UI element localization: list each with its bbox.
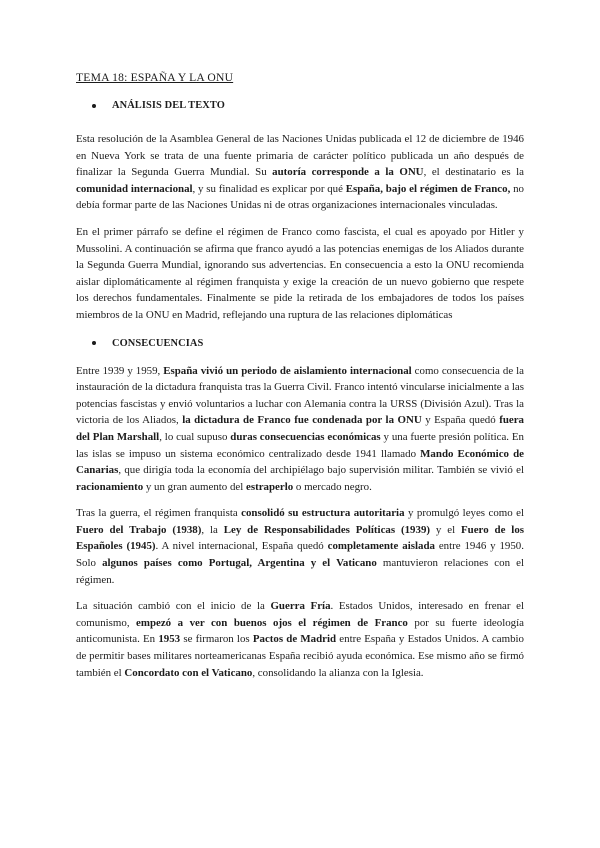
bold-run: 1953 <box>158 633 181 646</box>
bold-run: Ley de Responsabilidades Políticas (1939) <box>223 523 431 536</box>
bold-run: España, bajo el régimen de Franco, <box>345 182 511 195</box>
text-run: y promulgó leyes como el <box>404 507 524 520</box>
bullet-icon <box>92 104 96 108</box>
bold-run: algunos países como Portugal, Argentina y el Vaticano <box>102 557 377 570</box>
text-run: Entre 1939 y 1959, <box>76 364 164 377</box>
text-run: , y su finalidad es explicar por qué <box>192 182 346 195</box>
paragraph-cold-war <box>76 598 524 681</box>
bold-run: la dictadura de Franco fue condenada por la ONU <box>182 414 422 427</box>
text-run: no debía formar parte de las Naciones Unidas ni de otras organizaciones internacionales vinculadas. <box>76 182 524 212</box>
text-run: , lo cual supuso <box>159 430 231 443</box>
text-run: , consolidando la alianza con la Iglesia. <box>252 666 424 679</box>
bold-run: empezó a ver con buenos ojos el régimen de Franco <box>136 616 408 629</box>
text-run: y un gran aumento del <box>143 480 246 493</box>
bold-run: Pactos de Madrid <box>252 633 337 646</box>
text-run: entre España y Estados Unidos. A cambio de permitir bases militares norteamericanas España recibió ayuda económica. Ese mismo año se firmó también el <box>76 633 524 679</box>
bold-run: Mando Económico de Canarias <box>76 447 524 477</box>
bold-run: fuera del Plan Marshall <box>76 414 524 443</box>
section-heading-analysis <box>92 98 524 113</box>
bullet-icon <box>92 341 96 345</box>
text-run: Esta resolución de la Asamblea General de las Naciones Unidas publicada el 12 de diciembre de 1946 en Nueva York se trata de una fuente primaria de carácter político publicada un año después de finalizar la Segunda Guerra Mundial. Su <box>76 133 524 179</box>
text-run: , que dirigía toda la economía del archipiélago bajo supervisión militar. También se vivió el <box>118 464 524 477</box>
bold-run: duras consecuencias económicas <box>230 430 381 443</box>
bold-run: completamente aislada <box>327 540 435 553</box>
text-run: por su fuerte ideología anticomunista. En <box>76 616 524 646</box>
paragraph-intro <box>76 131 524 214</box>
text-run: se firmaron los <box>180 633 253 646</box>
paragraph-isolation <box>76 363 524 496</box>
text-run: como consecuencia de la instauración de la dictadura franquista tras la Guerra Civil. Franco intentó vincularse inicialmente a las potencias fascistas y envió voluntarios a luchar con Alemania contra la URSS (División Azul). Tras la victoria de los Aliados, <box>76 364 524 427</box>
text-run: , el destinatario es la <box>423 166 524 179</box>
bold-run: estraperlo <box>246 480 294 493</box>
section-heading-label: CONSECUENCIAS <box>112 337 204 349</box>
bold-run: Guerra Fría <box>270 600 331 613</box>
bold-run: racionamiento <box>76 480 144 493</box>
page-title: TEMA 18: ESPAÑA Y LA ONU <box>76 71 234 84</box>
text-run: entre 1946 y 1950. Solo <box>76 540 524 570</box>
section-heading-consequences <box>92 336 524 351</box>
section-heading-label: ANÁLISIS DEL TEXTO <box>112 100 225 111</box>
text-run: , la <box>201 523 224 536</box>
bold-run: autoría corresponde a la ONU <box>272 166 424 179</box>
text-run: mantuvieron relaciones con el régimen. <box>76 557 524 586</box>
paragraph-analysis: En el primer párrafo se define el régimen de Franco como fascista, el cual es apoyado por Hitler y Mussolini. A continuación se afirma que franco ayudó a las potencias enemigas de los Aliados durante la Segunda Guerra Mundial, ignorando sus advertencias. En consecuencia a esto la ONU recomienda aislar diplomáticamente al régimen franquista y exige la creación de un nuevo gobierno que respete los derechos fundamentales. Finalmente se pide la retirada de los embajadores de todos los países miembros de la ONU en Madrid, reflejando una ruptura de las relaciones diplomáticas <box>76 225 524 321</box>
bold-run: comunidad internacional <box>76 182 193 195</box>
text-run: . Estados Unidos, interesado en frenar el comunismo, <box>76 600 525 629</box>
bold-run: Concordato con el Vaticano <box>124 666 253 679</box>
text-run: o mercado negro. <box>293 480 372 493</box>
text-run: y España quedó <box>421 414 500 427</box>
paragraph-postwar <box>76 505 524 588</box>
bold-run: Fuero del Trabajo (1938) <box>76 523 202 536</box>
text-run: y el <box>430 523 462 536</box>
bold-run: consolidó su estructura autoritaria <box>241 507 405 520</box>
text-run: La situación cambió con el inicio de la <box>76 600 271 613</box>
text-run: y una fuerte presión política. En las islas se impuso un sistema económico centralizado desde 1941 llamado <box>76 430 524 460</box>
bold-run: Fuero de los Españoles (1945) <box>76 523 525 553</box>
bold-run: España vivió un periodo de aislamiento internacional <box>163 364 412 377</box>
text-run: . A nivel internacional, España quedó <box>155 540 328 553</box>
text-run: Tras la guerra, el régimen franquista <box>76 507 242 520</box>
